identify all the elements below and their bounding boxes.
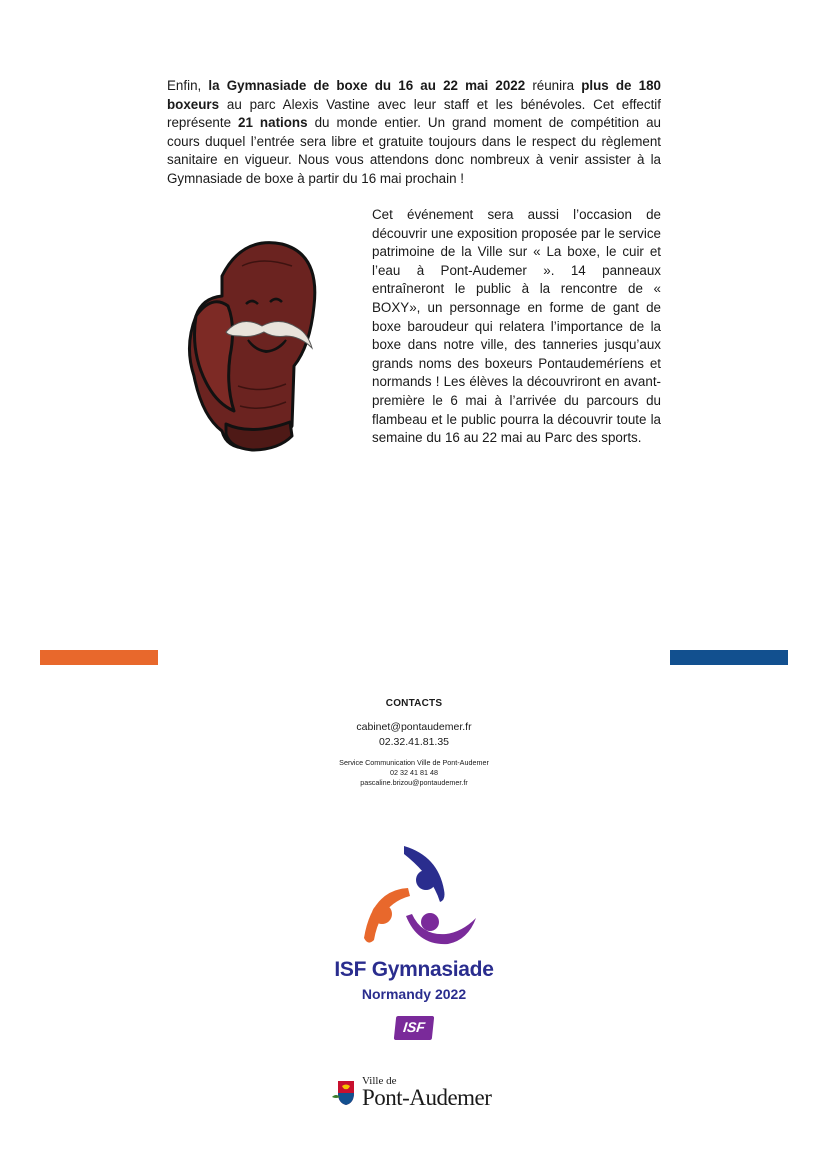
contact-email: cabinet@pontaudemer.fr	[356, 721, 472, 733]
service-email: pascaline.brizou@pontaudemer.fr	[360, 778, 468, 788]
orange-divider-bar	[40, 650, 158, 665]
contact-phone: 02.32.41.81.35	[378, 735, 450, 748]
crest-icon	[332, 1077, 358, 1107]
bold-nations-count: 21 nations	[238, 115, 308, 131]
pont-audemer-label: Pont-Audemer	[362, 1085, 492, 1110]
contacts-heading: CONTACTS	[385, 698, 443, 709]
blue-divider-bar	[670, 650, 788, 665]
boxy-glove-mascot-illustration	[182, 236, 322, 456]
text-run: réunira	[525, 78, 582, 93]
isf-badge-logo: ISF	[394, 1016, 435, 1040]
gymnasiade-figures-logo	[352, 840, 482, 958]
text-run: au parc Alexis Vastine avec leur staff et les bénévoles. Cet effectif représente	[167, 96, 661, 131]
intro-paragraph	[167, 77, 661, 189]
text-run: Enfin,	[167, 78, 209, 93]
bold-boxers-count: plus de 180 boxeurs	[167, 78, 662, 112]
service-name: Service Communication Ville de Pont-Audemer	[339, 758, 489, 767]
gymnasiade-subtitle: Normandy 2022	[361, 986, 467, 1002]
contacts-primary	[0, 720, 828, 749]
contacts-service	[0, 758, 828, 789]
ville-de-label: Ville de	[362, 1075, 397, 1087]
bold-event-dates: la Gymnasiade de boxe du 16 au 22 mai 2022	[208, 78, 526, 93]
gymnasiade-title: ISF Gymnasiade	[334, 958, 494, 981]
ville-pont-audemer-logo	[332, 1075, 502, 1115]
text-run: du monde entier. Un grand moment de compétition au cours duquel l’entrée sera libre et gratuite toujours dans le respect du règlement sanitaire en vigueur. Nous vous attendons donc nombreux à venir assister à la Gymnasiade de boxe à partir du 16 mai prochain !	[167, 115, 661, 186]
exhibition-paragraph: Cet événement sera aussi l’occasion de découvrir une exposition proposée par le service patrimoine de la Ville sur « La boxe, le cuir et l’eau à Pont-Audemer ». 14 panneaux entraîneront le public à la rencontre de « BOXY», un personnage en forme de gant de boxe baroudeur qui relatera l’importance de la boxe dans notre ville, des tanneries jusqu’aux grands noms des boxeurs Pontaudeméríens et normands ! Les élèves la découvriront en avant-première le 6 mai à l’arrivée du parcours du flambeau et le public pourra la découvrir toute la semaine du 16 au 22 mai au Parc des sports.	[372, 207, 661, 446]
service-phone: 02 32 41 81 48	[390, 768, 438, 778]
